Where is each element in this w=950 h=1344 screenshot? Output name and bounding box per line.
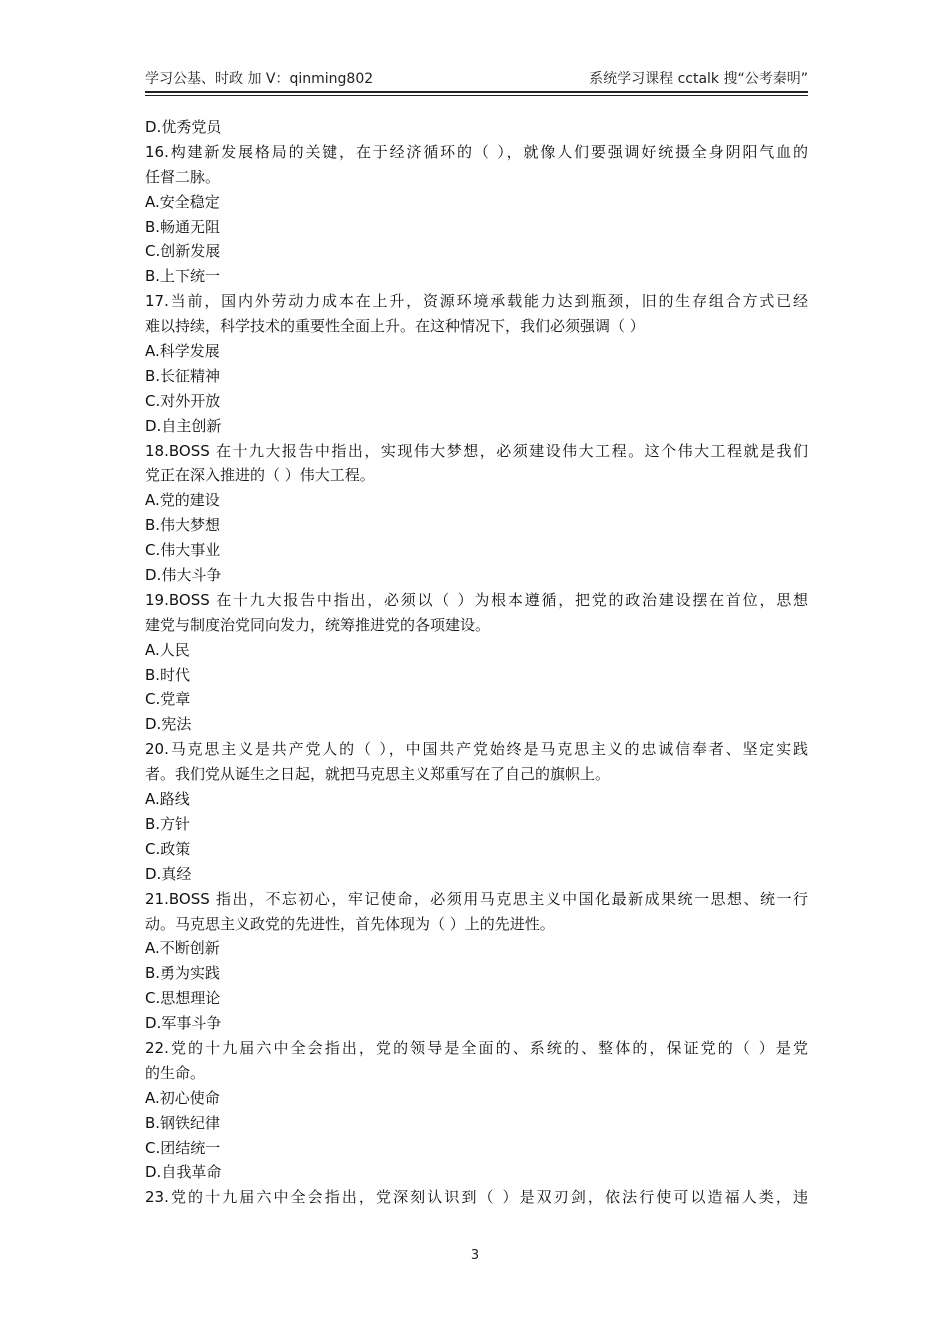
- text-line: C.伟大事业: [145, 541, 221, 560]
- text-line: B.长征精神: [145, 366, 221, 385]
- text-line: 者。我们党从诞生之日起，就把马克思主义郑重写在了自己的旗帜上。: [145, 765, 611, 784]
- header-divider-thin: [145, 95, 808, 96]
- text-line: 21.BOSS 指出，不忘初心，牢记使命，必须用马克思主义中国化最新成果统一思想、统一行: [145, 889, 808, 908]
- text-line: 22.党的十九届六中全会指出，党的领导是全面的、系统的、整体的，保证党的（ ）是党: [145, 1038, 808, 1057]
- text-line: B.勇为实践: [145, 964, 221, 983]
- header-left-text: 学习公基、时政 加 V：qinming802: [145, 71, 374, 87]
- text-line: 建党与制度治党同向发力，统筹推进党的各项建设。: [145, 615, 491, 634]
- text-line: D.自我革命: [145, 1163, 222, 1182]
- page-number: 3: [470, 1248, 480, 1263]
- text-line: C.政策: [145, 839, 191, 858]
- header-divider-thick: [145, 91, 808, 93]
- text-line: C.思想理论: [145, 989, 221, 1008]
- text-line: A.人民: [145, 640, 190, 659]
- text-line: 17.当前，国内外劳动力成本在上升，资源环境承载能力达到瓶颈，旧的生存组合方式已经: [145, 292, 808, 311]
- text-line: A.不断创新: [145, 939, 220, 958]
- text-line: B.钢铁纪律: [145, 1113, 221, 1132]
- text-line: 动。马克思主义政党的先进性，首先体现为（ ）上的先进性。: [145, 914, 555, 933]
- text-line: 的生命。: [145, 1063, 206, 1082]
- text-line: A.党的建设: [145, 491, 220, 510]
- text-line: 18.BOSS 在十九大报告中指出，实现伟大梦想，必须建设伟大工程。这个伟大工程就是我们: [145, 441, 808, 460]
- text-line: B.时代: [145, 665, 191, 684]
- text-line: 党正在深入推进的（ ）伟大工程。: [145, 466, 375, 485]
- text-line: C.对外开放: [145, 391, 221, 410]
- text-line: D.伟大斗争: [145, 566, 222, 585]
- text-line: 16.构建新发展格局的关键，在于经济循环的（ ），就像人们要强调好统摄全身阴阳气血的: [145, 142, 808, 161]
- text-line: 23.党的十九届六中全会指出，党深刻认识到（ ）是双刃剑，依法行使可以造福人类，违: [145, 1188, 808, 1207]
- text-line: B.上下统一: [145, 267, 221, 286]
- text-line: 20.马克思主义是共产党人的（ ），中国共产党始终是马克思主义的忠诚信奉者、坚定实践: [145, 740, 808, 759]
- text-line: A.安全稳定: [145, 192, 220, 211]
- text-line: 19.BOSS 在十九大报告中指出，必须以（ ）为根本遵循，把党的政治建设摆在首位，思想: [145, 590, 808, 609]
- text-line: C.党章: [145, 690, 191, 709]
- text-line: B.方针: [145, 814, 191, 833]
- text-line: C.创新发展: [145, 242, 221, 261]
- header-right-text: 系统学习课程 cctalk 搜“公考秦明”: [589, 71, 808, 87]
- text-line: D.优秀党员: [145, 118, 222, 136]
- text-line: 难以持续，科学技术的重要性全面上升。在这种情况下，我们必须强调（ ）: [145, 317, 645, 336]
- text-line: C.团结统一: [145, 1138, 221, 1157]
- text-line: A.路线: [145, 790, 190, 809]
- text-line: A.科学发展: [145, 342, 220, 361]
- text-line: D.真经: [145, 864, 192, 883]
- text-line: 任督二脉。: [145, 167, 221, 186]
- text-line: D.宪法: [145, 715, 192, 734]
- text-line: A.初心使命: [145, 1088, 220, 1107]
- text-line: D.军事斗争: [145, 1014, 222, 1033]
- text-line: B.畅通无阻: [145, 217, 221, 236]
- text-line: D.自主创新: [145, 416, 222, 435]
- document-body: [145, 115, 808, 1210]
- text-line: B.伟大梦想: [145, 516, 221, 535]
- page-header: [145, 68, 808, 90]
